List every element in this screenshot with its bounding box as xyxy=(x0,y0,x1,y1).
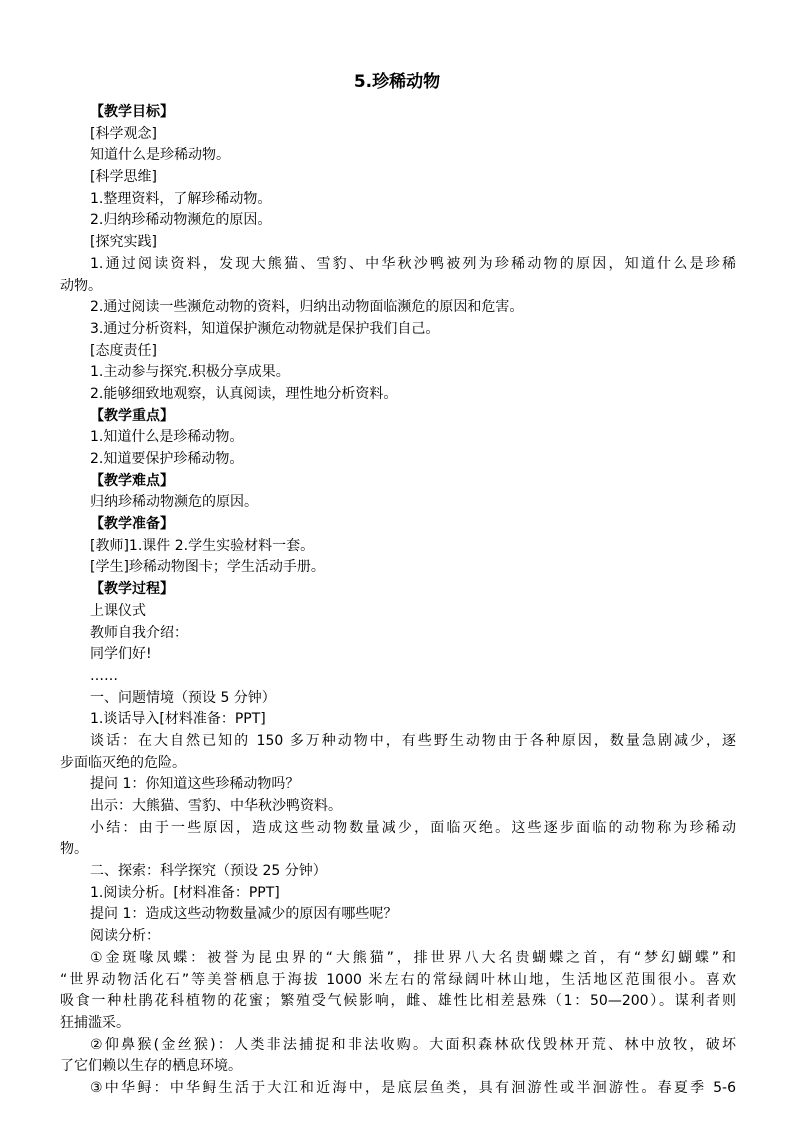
text-line: 上课仪式 xyxy=(90,602,146,619)
document-body xyxy=(60,102,736,1100)
text-line: 教师自我介绍： xyxy=(90,624,188,641)
text-line: 1.主动参与探究.积极分享成果。 xyxy=(90,364,290,381)
text-line: ②仰鼻猴(金丝猴)：人类非法捕捉和非法收购。大面积森林砍伐毁林开荒、林中放牧，破坏 xyxy=(90,1036,736,1053)
text-line: 3.通过分析资料，知道保护濒危动物就是保护我们自己。 xyxy=(90,320,440,337)
text-line: [学生]珍稀动物图卡；学生活动手册。 xyxy=(90,559,325,576)
text-line: “世界动物活化石”等美誉栖息于海拔 1000 米左右的常绿阔叶林山地，生活地区范围很小。喜欢 xyxy=(60,971,736,988)
section-heading-preparation: 【教学准备】 xyxy=(90,516,174,533)
document-title: 5.珍稀动物 xyxy=(353,72,441,92)
text-line: 狂捕滥采。 xyxy=(60,1014,130,1031)
text-line: …… xyxy=(90,667,118,684)
text-line: [教师]1.课件 2.学生实验材料一套。 xyxy=(90,537,315,554)
subheading-inquiry-practice: [探究实践] xyxy=(90,234,157,251)
text-line: 谈话：在大自然已知的 150 多万种动物中，有些野生动物由于各种原因，数量急剧减少，逐 xyxy=(90,732,736,749)
text-line: 2.能够细致地观察，认真阅读，理性地分析资料。 xyxy=(90,385,398,402)
subheading-attitude: [态度责任] xyxy=(90,342,157,359)
text-line: ①金斑喙凤蝶：被誉为昆虫界的“大熊猫”，排世界八大名贵蝴蝶之首，有“梦幻蝴蝶”和 xyxy=(90,949,736,966)
section-heading-difficulties: 【教学难点】 xyxy=(90,472,174,489)
text-line: 同学们好! xyxy=(90,646,152,663)
subheading-science-thinking: [科学思维] xyxy=(90,169,157,186)
text-line: ③中华鲟：中华鲟生活于大江和近海中，是底层鱼类，具有洄游性或半洄游性。春夏季 5-6 xyxy=(90,1079,736,1096)
text-line: 1.整理资料，了解珍稀动物。 xyxy=(90,190,272,207)
text-line: 吸食一种杜鹃花科植物的花蜜；繁殖受气候影响，雌、雄性比相差悬殊（1：50—200）。谋利者则 xyxy=(60,993,736,1010)
text-line: 2.归纳珍稀动物濒危的原因。 xyxy=(90,212,272,229)
text-line: 物。 xyxy=(60,841,88,858)
text-line: 提问 1：你知道这些珍稀动物吗？ xyxy=(90,776,300,793)
text-line: 1.谈话导入[材料准备：PPT] xyxy=(90,711,266,728)
text-line: 1.阅读分析。[材料准备：PPT] xyxy=(90,884,280,901)
section-heading-objectives: 【教学目标】 xyxy=(90,104,174,120)
section-heading-key-points: 【教学重点】 xyxy=(90,407,174,424)
text-line: 归纳珍稀动物濒危的原因。 xyxy=(90,494,258,511)
text-line: 二、探索：科学探究（预设 25 分钟） xyxy=(90,863,327,880)
text-line: 步面临灭绝的危险。 xyxy=(60,754,186,771)
section-heading-process: 【教学过程】 xyxy=(90,581,174,598)
text-line: 提问 1：造成这些动物数量减少的原因有哪些呢？ xyxy=(90,906,398,923)
text-line: 了它们赖以生存的栖息环境。 xyxy=(60,1058,242,1075)
subheading-science-concept: [科学观念] xyxy=(90,125,157,142)
text-line: 2.通过阅读一些濒危动物的资料，归纳出动物面临濒危的原因和危害。 xyxy=(90,299,524,316)
text-line: 1.通过阅读资料，发现大熊猫、雪豹、中华秋沙鸭被列为珍稀动物的原因，知道什么是珍稀 xyxy=(90,255,736,272)
text-line: 知道什么是珍稀动物。 xyxy=(90,147,230,164)
text-line: 阅读分析： xyxy=(90,928,160,945)
text-line: 出示：大熊猫、雪豹、中华秋沙鸭资料。 xyxy=(90,798,342,814)
text-line: 动物。 xyxy=(60,277,102,294)
text-line: 小结：由于一些原因，造成这些动物数量减少，面临灭绝。这些逐步面临的动物称为珍稀动 xyxy=(90,819,736,836)
text-line: 一、问题情境（预设 5 分钟） xyxy=(90,689,276,706)
text-line: 2.知道要保护珍稀动物。 xyxy=(90,451,244,467)
text-line: 1.知道什么是珍稀动物。 xyxy=(90,429,244,446)
